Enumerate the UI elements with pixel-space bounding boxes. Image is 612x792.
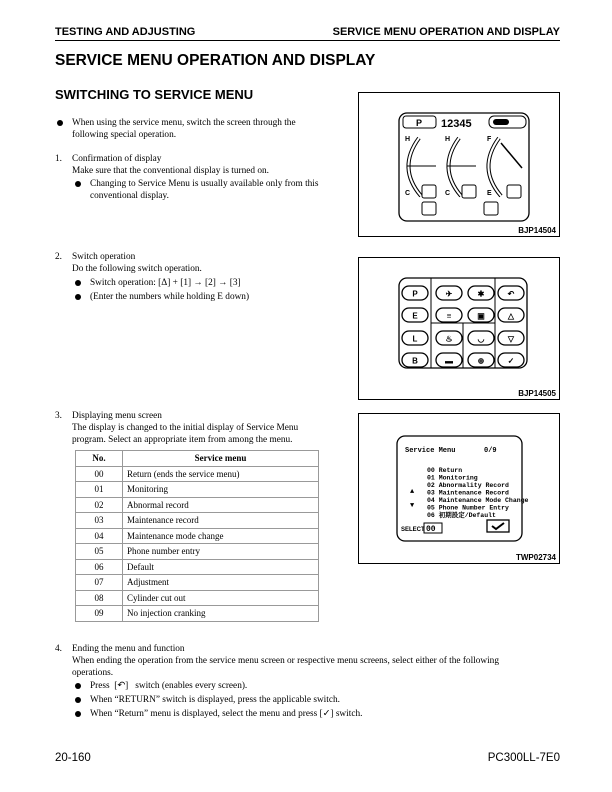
header-section: TESTING AND ADJUSTING [55,26,196,38]
table-row [76,482,319,498]
step1-text: Make sure that the conventional display is turned on. [72,166,269,176]
table-row [76,513,319,529]
step1-bullet: Changing to Service Menu is usually available only from this [90,179,319,189]
screen-menu-item: 03 Maintenance Record [427,489,509,497]
menu-no-cell: 03 [76,513,123,529]
check-icon [492,523,504,529]
mode-label: P [415,118,423,128]
menu-button-label: ≡ [446,311,452,321]
menu-no-cell: 05 [76,544,123,560]
screen-title: Service Menu [405,447,456,455]
step4-text-cont: operations. [72,668,114,678]
intro-line-2: following special operation. [72,130,177,140]
gauge-h-label: H [445,136,451,143]
up-arrow-icon: ▲ [410,488,415,496]
key-b-button-label: B [412,356,418,366]
step4-title: Ending the menu and function [72,644,185,654]
key-l-button-label: L [412,334,418,344]
table-row [76,606,319,622]
header-topic: SERVICE MENU OPERATION AND DISPLAY [332,26,560,38]
screen-menu-item: 00 Return [427,467,463,474]
step4-bullet: When “RETURN” switch is displayed, press the applicable switch. [90,695,340,705]
gauge-h-label: H [405,136,411,143]
screen-menu-item: 02 Abnormality Record [427,482,509,489]
washer-button-label: ⊕ [477,356,485,366]
section-heading: SWITCHING TO SERVICE MENU [55,87,254,102]
monitor-gauges-illustration [359,93,559,236]
down-arrow-icon: ▼ [410,502,415,510]
screen-menu-item: 06 初期設定/Default [427,512,496,519]
switch-panel-illustration [359,258,559,399]
key-e-button-label: E [412,311,418,321]
step2-bullet: Switch operation: [Δ] + [1] → [2] → [3] [90,278,241,288]
step-number: 1. [55,154,62,164]
figure-conventional-display [358,92,560,237]
page-title: SERVICE MENU OPERATION AND DISPLAY [55,52,376,69]
menu-name-cell: Phone number entry [123,544,319,560]
menu-no-cell: 02 [76,497,123,513]
menu-no-cell: 00 [76,466,123,482]
menu-name-cell: Cylinder cut out [123,590,319,606]
step1-bullet-cont: conventional display. [90,191,169,201]
figure-id: TWP02734 [515,553,556,562]
select-label: SELECT [401,527,425,533]
step3-title: Displaying menu screen [72,411,162,421]
col-header-no: No. [76,451,123,467]
service-menu-screen-illustration [359,414,559,563]
enter-button-label: ✓ [507,356,515,366]
step2-title: Switch operation [72,252,136,262]
screen-menu-item: 05 Phone Number Entry [427,504,509,512]
hour-meter: 12345 [441,118,472,130]
menu-no-cell: 01 [76,482,123,498]
table-row [76,575,319,591]
menu-no-cell: 06 [76,559,123,575]
step-number: 2. [55,252,62,262]
step-number: 4. [55,644,62,654]
figure-id: BJP14505 [518,389,556,398]
travel-button-label: ▬ [445,356,453,366]
table-row [76,544,319,560]
gauge-e-label: E [487,190,492,197]
page-number: 20-160 [55,752,91,764]
step2-bullet: (Enter the numbers while holding E down) [90,292,250,302]
menu-name-cell: Adjustment [123,575,319,591]
step4-text: When ending the operation from the service menu screen or respective menu screens, select either of the following [72,656,499,666]
screen-page: 0/9 [484,447,497,455]
table-row [76,497,319,513]
menu-name-cell: No injection cranking [123,606,319,622]
menu-name-cell: Abnormal record [123,497,319,513]
figure-id: BJP14504 [518,226,556,235]
return-button-label: ↶ [507,289,515,299]
step2-text: Do the following switch operation. [72,264,202,274]
screen-menu-item: 04 Maintenance Mode Change [427,497,529,504]
step4-bullet: Press [↶] switch (enables every screen). [90,681,248,691]
menu-name-cell: Maintenance mode change [123,528,319,544]
menu-no-cell: 08 [76,590,123,606]
step4-bullet: When “Return” menu is displayed, select the menu and press [✓] switch. [90,709,363,719]
select-value: 00 [426,525,436,534]
down-button-label: ▽ [507,334,515,344]
key-p-button-label: P [412,289,418,299]
screen-menu-item: 01 Monitoring [427,474,478,482]
light-button-label: ✱ [477,289,485,299]
menu-name-cell: Monitoring [123,482,319,498]
table-row [76,590,319,606]
work-mode-button-label: ✈ [445,289,453,299]
service-menu-table [75,450,319,622]
step-number: 3. [55,411,62,421]
figure-service-menu-screen [358,413,560,564]
wiper-button-label: ◡ [477,334,485,344]
menu-name-cell: Return (ends the service menu) [123,466,319,482]
gauge-c-label: C [405,190,411,197]
menu-no-cell: 09 [76,606,123,622]
col-header-menu: Service menu [123,451,319,467]
gauge-c-label: C [445,190,451,197]
up-button-label: △ [507,311,515,321]
menu-name-cell: Default [123,559,319,575]
step1-title: Confirmation of display [72,154,162,164]
table-row [76,559,319,575]
model-code: PC300LL-7E0 [487,752,560,764]
display-button-label: ▣ [477,311,485,321]
menu-no-cell: 07 [76,575,123,591]
table-row [76,466,319,482]
step3-text-cont: program. Select an appropriate item from among the menu. [72,435,293,445]
intro-line-1: When using the service menu, switch the screen through the [72,118,296,128]
menu-name-cell: Maintenance record [123,513,319,529]
menu-no-cell: 04 [76,528,123,544]
figure-switch-panel [358,257,560,400]
buzzer-button-label: ♨ [445,334,453,344]
header-rule [55,40,560,41]
step3-text: The display is changed to the initial display of Service Menu [72,423,299,433]
gauge-f-label: F [487,136,492,143]
table-row [76,528,319,544]
